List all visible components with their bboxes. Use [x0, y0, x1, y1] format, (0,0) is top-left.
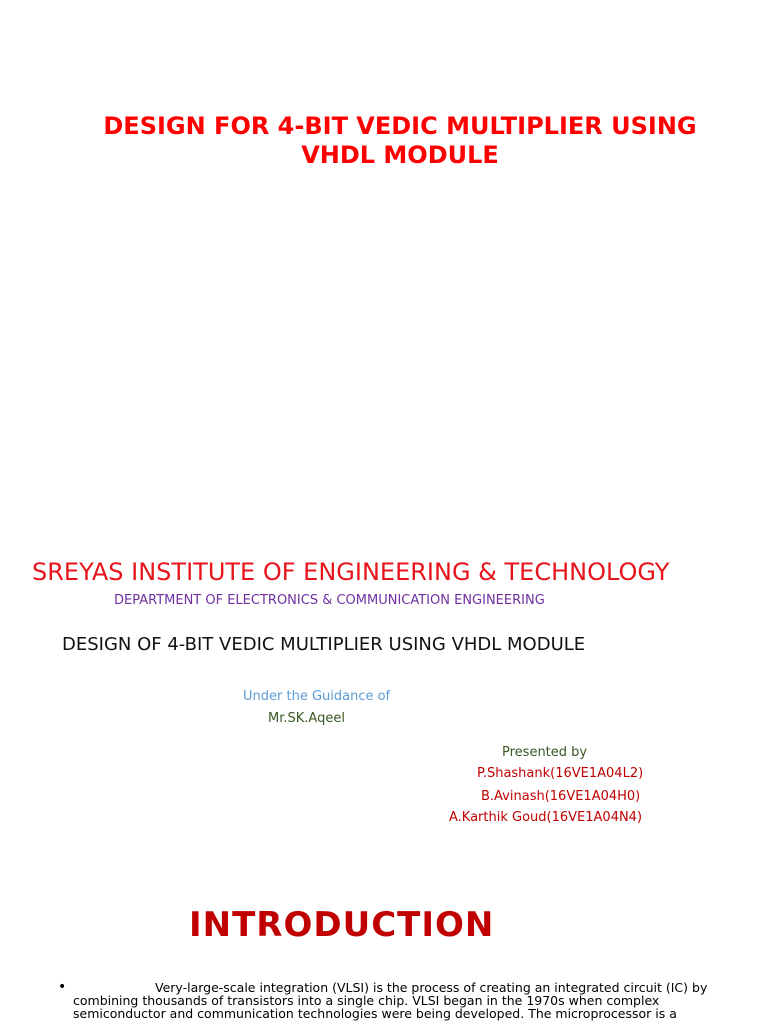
department-name: DEPARTMENT OF ELECTRONICS & COMMUNICATION ENGINEERING: [114, 593, 545, 608]
presenter-2: B.Avinash(16VE1A04H0): [481, 789, 641, 804]
main-title-line-2: VHDL MODULE: [301, 141, 499, 169]
presenter-1: P.Shashank(16VE1A04L2): [477, 766, 644, 781]
main-title: [0, 112, 768, 170]
guide-name: Mr.SK.Aqeel: [268, 711, 345, 726]
project-title: DESIGN OF 4-BIT VEDIC MULTIPLIER USING VHDL MODULE: [62, 634, 586, 655]
institute-name: SREYAS INSTITUTE OF ENGINEERING & TECHNOLOGY: [32, 558, 670, 586]
introduction-paragraph: [58, 981, 708, 1020]
bullet-icon: •: [58, 979, 67, 995]
presenter-3: A.Karthik Goud(16VE1A04N4): [449, 810, 643, 825]
presented-by-label: Presented by: [502, 745, 588, 760]
introduction-heading: INTRODUCTION: [189, 905, 495, 945]
introduction-text: Very-large-scale integration (VLSI) is the process of creating an integrated circuit (IC) by combining thousands of transistors into a single chip. VLSI began in the 1970s when complex semiconductor and communication technologies were being developed. The microprocessor is a: [73, 980, 708, 1021]
guidance-label: Under the Guidance of: [243, 689, 391, 704]
main-title-line-1: DESIGN FOR 4-BIT VEDIC MULTIPLIER USING: [103, 112, 697, 140]
